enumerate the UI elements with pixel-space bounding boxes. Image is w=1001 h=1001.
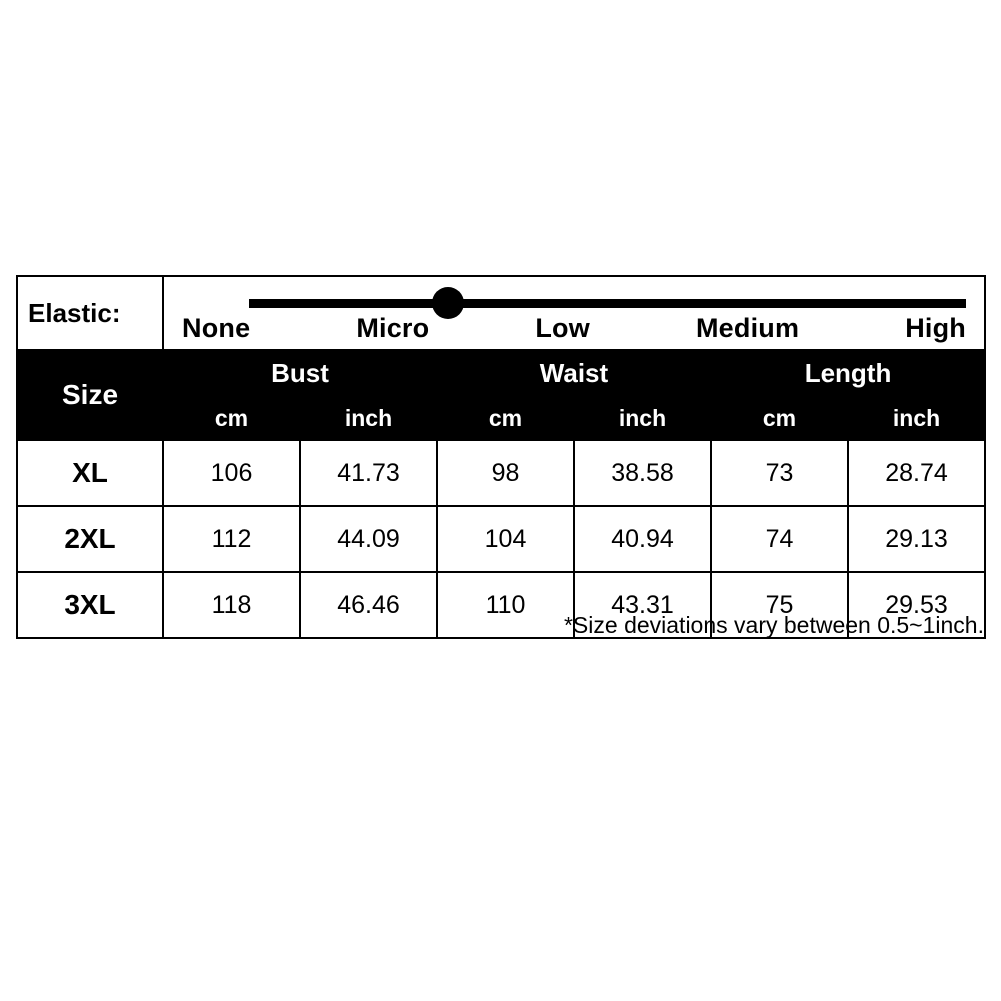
- group-header-row: [17, 350, 985, 396]
- elastic-level-high: High: [905, 313, 966, 343]
- elastic-tick-labels: [164, 313, 984, 344]
- header-unit-length-cm: cm: [711, 396, 848, 440]
- cell-bust-inch: 44.09: [300, 506, 437, 572]
- header-size: Size: [17, 350, 163, 440]
- cell-length-inch: 28.74: [848, 440, 985, 506]
- elastic-level-low: Low: [535, 313, 590, 343]
- table-row: [17, 506, 985, 572]
- cell-bust-cm: 118: [163, 572, 300, 638]
- cell-waist-cm: 110: [437, 572, 574, 638]
- elastic-level-none: None: [182, 313, 251, 343]
- cell-bust-cm: 112: [163, 506, 300, 572]
- header-unit-length-inch: inch: [848, 396, 985, 440]
- cell-bust-inch: 41.73: [300, 440, 437, 506]
- cell-waist-inch: 38.58: [574, 440, 711, 506]
- header-group-waist: Waist: [437, 350, 711, 396]
- cell-bust-cm: 106: [163, 440, 300, 506]
- elastic-level-micro: Micro: [356, 313, 430, 343]
- header-unit-waist-cm: cm: [437, 396, 574, 440]
- unit-header-row: [17, 396, 985, 440]
- size-chart-container: [16, 275, 984, 639]
- cell-length-cm: 74: [711, 506, 848, 572]
- header-unit-bust-inch: inch: [300, 396, 437, 440]
- cell-bust-inch: 46.46: [300, 572, 437, 638]
- cell-length-cm: 73: [711, 440, 848, 506]
- header-unit-bust-cm: cm: [163, 396, 300, 440]
- cell-length-cm: 75: [711, 572, 848, 638]
- cell-length-inch: 29.53: [848, 572, 985, 638]
- cell-waist-inch: 43.31: [574, 572, 711, 638]
- row-size-label: 3XL: [17, 572, 163, 638]
- cell-length-inch: 29.13: [848, 506, 985, 572]
- size-deviation-note: *Size deviations vary between 0.5~1inch.: [563, 612, 984, 638]
- elastic-label: Elastic:: [17, 276, 163, 350]
- elastic-scale-cell: [163, 276, 985, 350]
- row-size-label: 2XL: [17, 506, 163, 572]
- header-group-bust: Bust: [163, 350, 437, 396]
- cell-waist-cm: 104: [437, 506, 574, 572]
- elastic-row: [17, 276, 985, 350]
- table-row: [17, 440, 985, 506]
- header-group-length: Length: [711, 350, 985, 396]
- header-unit-waist-inch: inch: [574, 396, 711, 440]
- row-size-label: XL: [17, 440, 163, 506]
- cell-waist-cm: 98: [437, 440, 574, 506]
- cell-waist-inch: 40.94: [574, 506, 711, 572]
- elastic-slider-track[interactable]: [249, 299, 966, 308]
- size-chart-table: [16, 275, 986, 639]
- elastic-level-medium: Medium: [695, 313, 800, 343]
